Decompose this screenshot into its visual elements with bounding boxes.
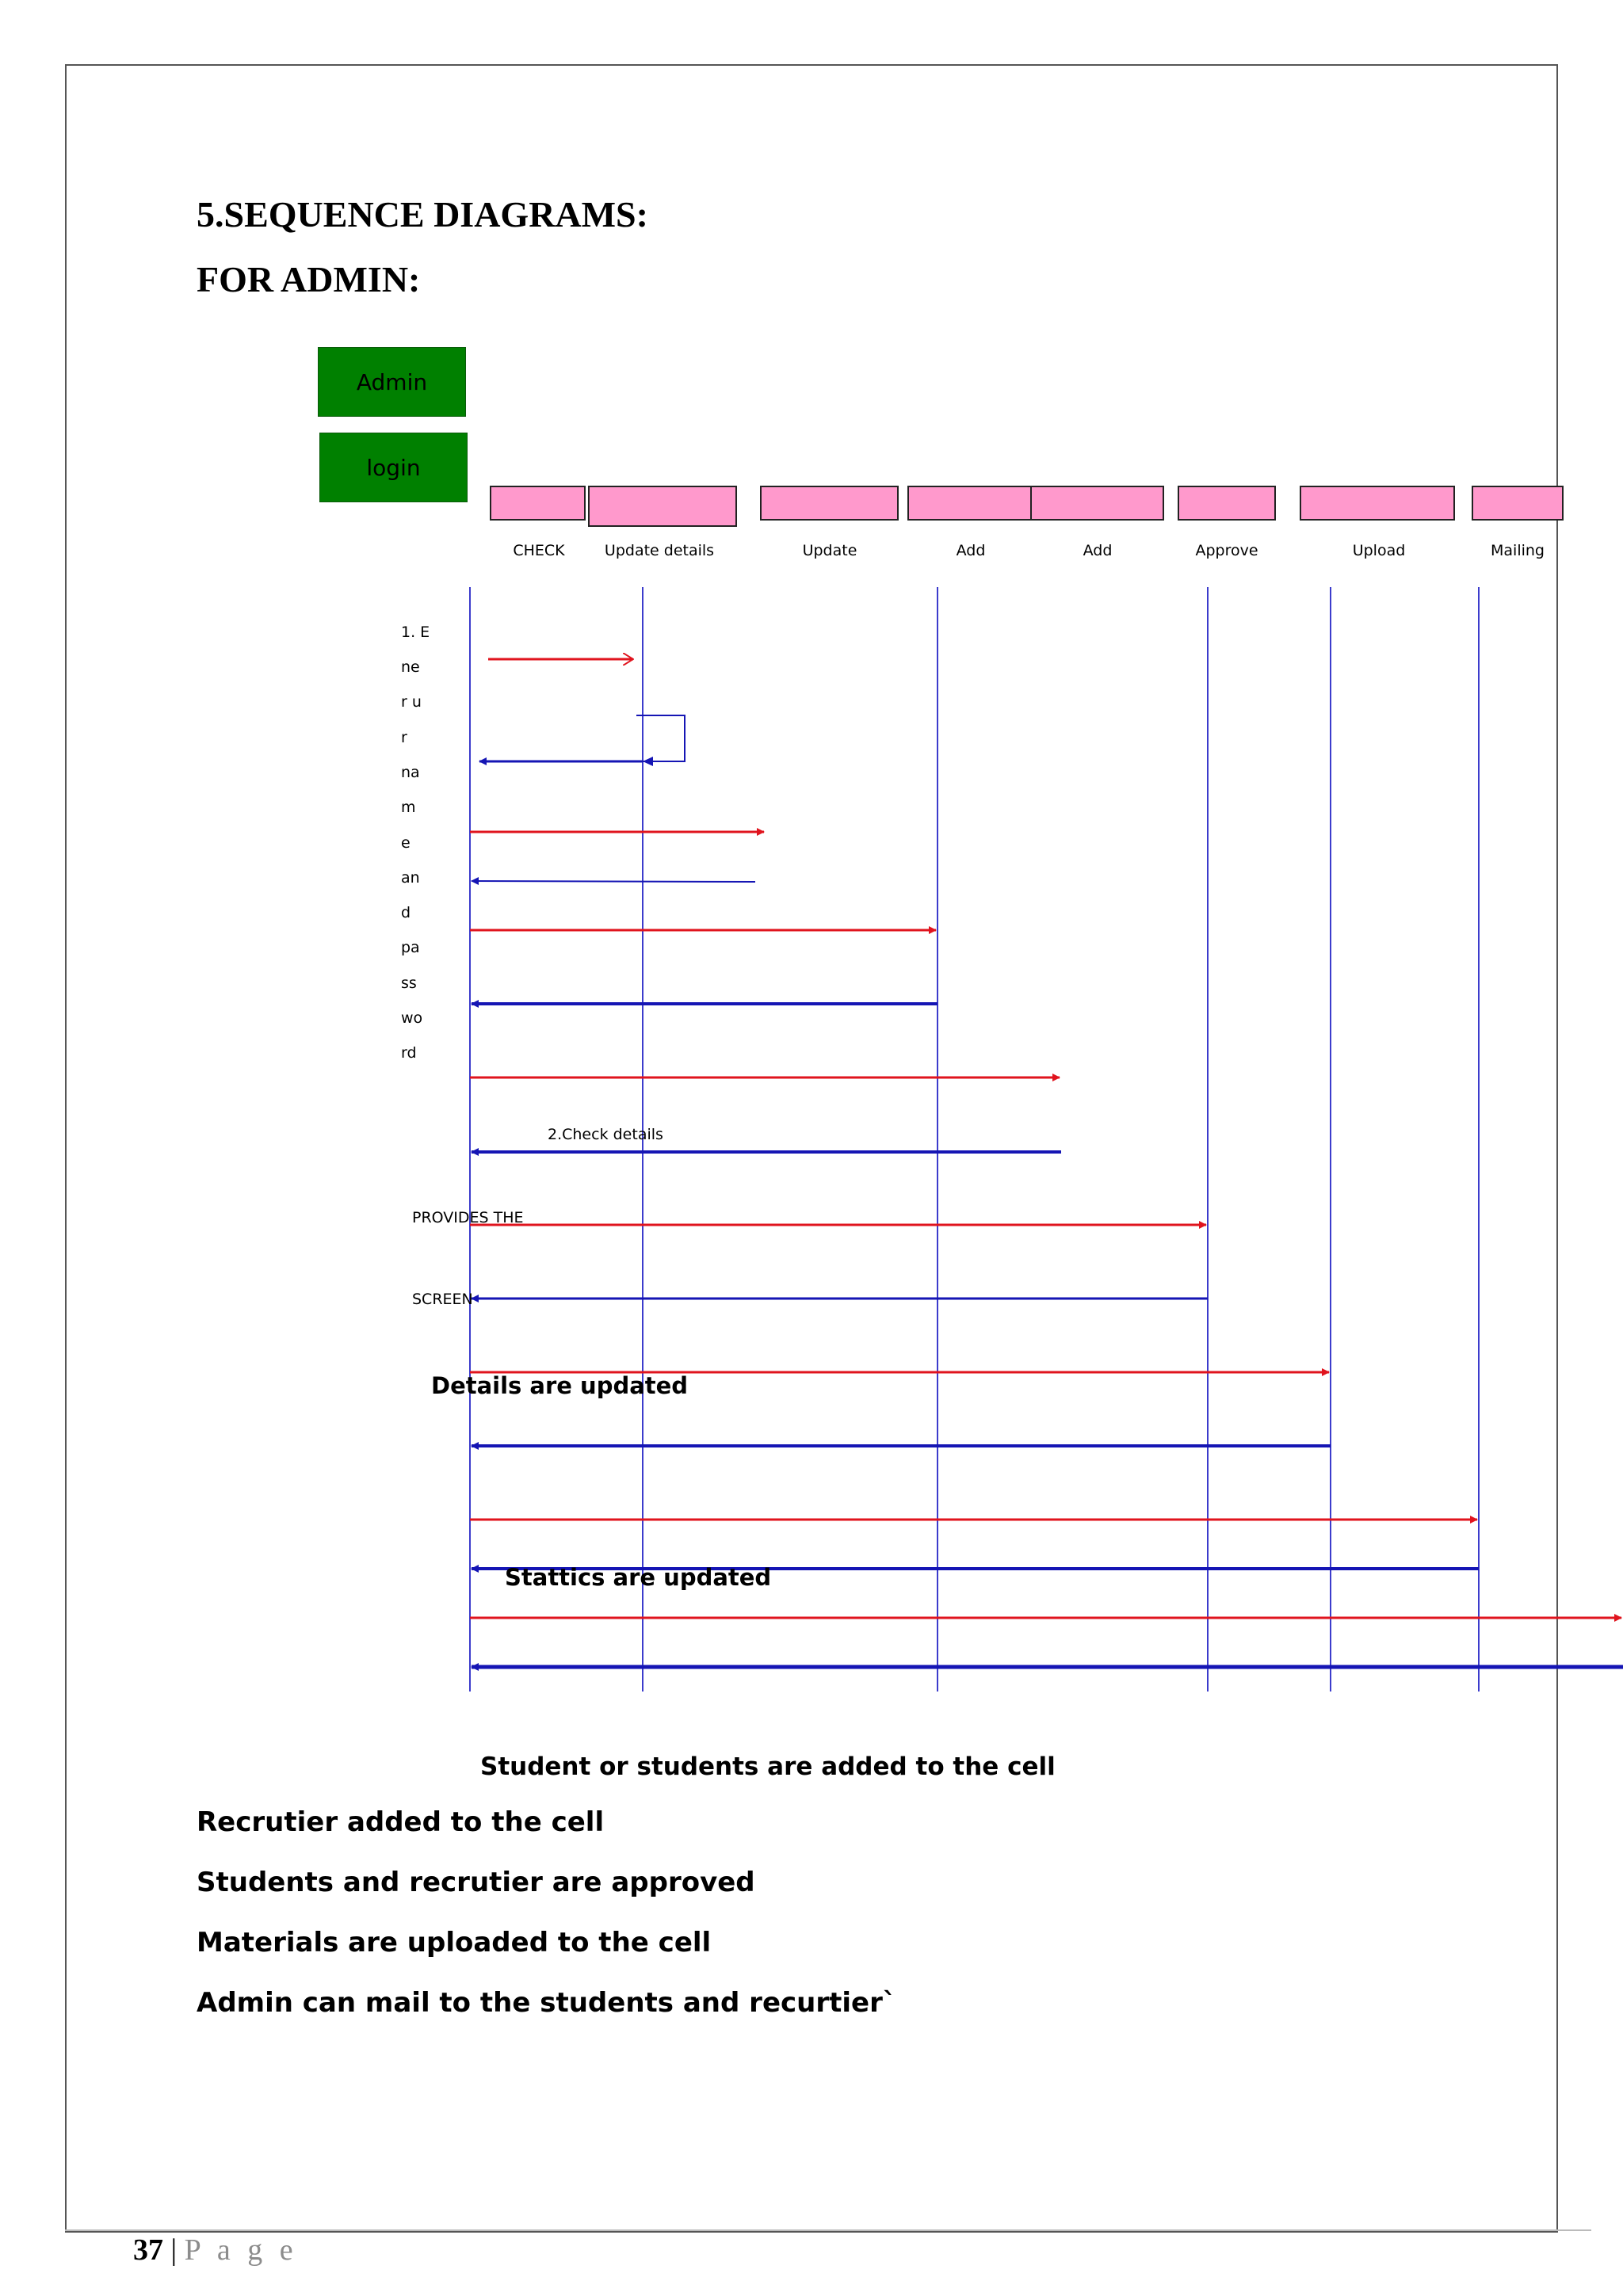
- section-subtitle: FOR ADMIN:: [197, 259, 421, 299]
- vertical-text-fragment: an: [401, 869, 420, 887]
- label-provides-the: PROVIDES THE: [412, 1209, 524, 1226]
- object-label-mailing: Mailing: [1491, 542, 1545, 559]
- page-number: 37: [133, 2233, 163, 2267]
- description-line: Materials are uploaded to the cell: [197, 1927, 712, 1958]
- label-statics-updated: Stattics are updated: [505, 1564, 772, 1591]
- object-label-update: Update: [802, 542, 857, 559]
- label-details-updated: Details are updated: [431, 1372, 689, 1399]
- object-label-check: CHECK: [513, 542, 565, 559]
- vertical-text-fragment: r u: [401, 693, 422, 711]
- page-word: P a g e: [184, 2233, 298, 2267]
- description-line: Recrutier added to the cell: [197, 1806, 605, 1838]
- page-title: 5.SEQUENCE DIAGRAMS:: [197, 194, 648, 235]
- object-label-add-1: Add: [956, 542, 986, 559]
- vertical-text-fragment: r: [401, 729, 407, 746]
- vertical-text-fragment: d: [401, 904, 411, 921]
- object-label-upload: Upload: [1352, 542, 1406, 559]
- vertical-text-fragment: pa: [401, 939, 420, 956]
- vertical-text-fragment: e: [401, 834, 411, 852]
- self-loop-head: [643, 757, 653, 766]
- actor-login: login: [319, 433, 468, 502]
- self-loop: [636, 715, 685, 761]
- description-line: Admin can mail to the students and recurtier`: [197, 1987, 896, 2019]
- label-check-details: 2.Check details: [548, 1126, 663, 1143]
- msg-2-response: [472, 881, 755, 882]
- object-label-approve: Approve: [1195, 542, 1258, 559]
- vertical-text-fragment: 1. E: [401, 624, 430, 641]
- actor-admin: Admin: [318, 347, 466, 417]
- vertical-text-fragment: rd: [401, 1044, 417, 1062]
- label-screen: SCREEN: [412, 1291, 473, 1308]
- object-label-add-2: Add: [1083, 542, 1113, 559]
- page-footer: [133, 2233, 298, 2267]
- object-label-update-details: Update details: [604, 542, 715, 559]
- vertical-text-fragment: wo: [401, 1009, 423, 1027]
- vertical-text-fragment: na: [401, 764, 420, 781]
- description-line: Student or students are added to the cell: [480, 1753, 1056, 1781]
- description-line: Students and recrutier are approved: [197, 1867, 755, 1898]
- vertical-text-fragment: ss: [401, 974, 417, 992]
- vertical-text-fragment: ne: [401, 658, 420, 676]
- page-separator: |: [170, 2233, 178, 2267]
- vertical-text-fragment: m: [401, 799, 416, 816]
- footer-rule: [65, 2229, 1591, 2231]
